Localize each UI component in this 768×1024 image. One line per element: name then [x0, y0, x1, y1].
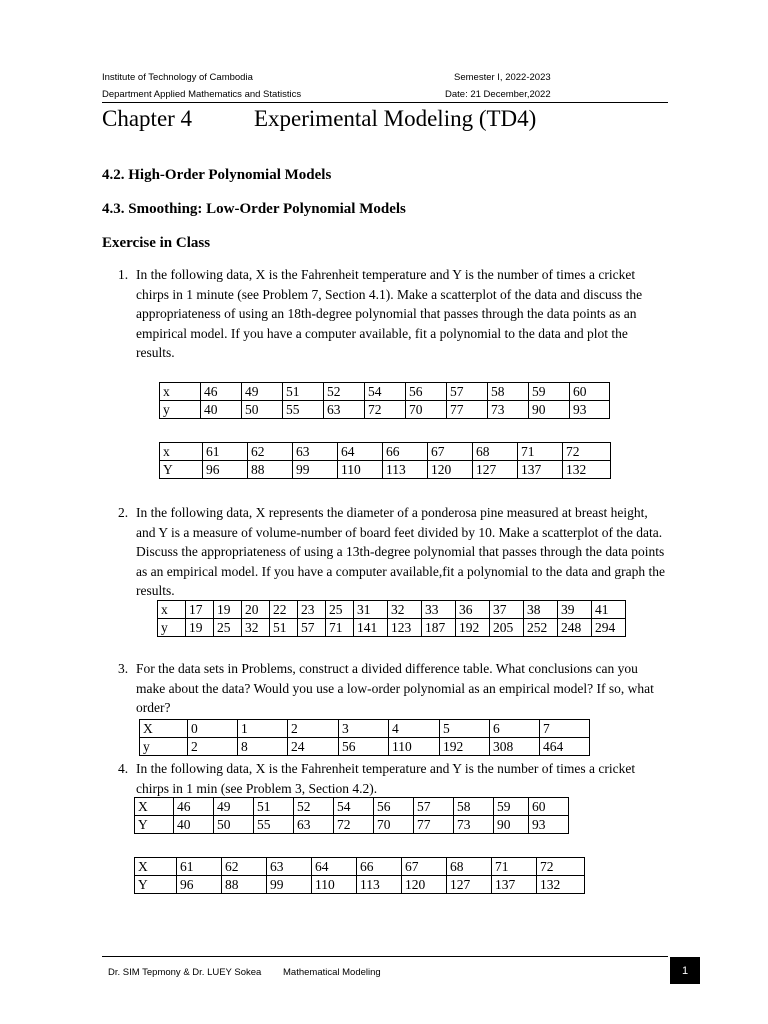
table-cell: 61 — [203, 443, 248, 461]
table-cell: 4 — [389, 720, 440, 738]
table-cell: 23 — [298, 601, 326, 619]
table-cell: 62 — [222, 858, 267, 876]
problem-line: In the following data, X is the Fahrenheit temperature and Y is the number of times a cricket — [136, 761, 636, 776]
table-cell: 56 — [374, 798, 414, 816]
problem-line: results. — [136, 345, 175, 360]
table-cell: 192 — [456, 619, 490, 637]
data-table-p1-b — [159, 442, 611, 479]
table-cell: 1 — [238, 720, 288, 738]
table-cell: 62 — [248, 443, 293, 461]
table-row — [160, 443, 611, 461]
table-cell: 99 — [267, 876, 312, 894]
table-cell: 55 — [254, 816, 294, 834]
table-cell: 77 — [414, 816, 454, 834]
table-cell: 56 — [339, 738, 389, 756]
table-cell: 58 — [488, 383, 529, 401]
table-row — [135, 816, 569, 834]
table-cell: 52 — [294, 798, 334, 816]
table-cell: x — [160, 383, 201, 401]
table-cell: 132 — [537, 876, 585, 894]
table-cell: 73 — [488, 401, 529, 419]
table-row — [140, 738, 590, 756]
table-cell: 63 — [293, 443, 338, 461]
table-cell: 464 — [540, 738, 590, 756]
table-cell: 22 — [270, 601, 298, 619]
table-cell: 73 — [454, 816, 494, 834]
table-cell: 67 — [402, 858, 447, 876]
table-cell: 64 — [338, 443, 383, 461]
table-cell: 77 — [447, 401, 488, 419]
table-row — [158, 619, 626, 637]
table-cell: 59 — [529, 383, 570, 401]
problem-number: 3. — [118, 661, 129, 676]
table-cell: 137 — [492, 876, 537, 894]
chapter-title: Experimental Modeling (TD4) — [254, 106, 537, 131]
table-cell: 110 — [389, 738, 440, 756]
table-cell: 93 — [529, 816, 569, 834]
table-cell: 88 — [222, 876, 267, 894]
table-cell: 68 — [447, 858, 492, 876]
table-cell: 205 — [490, 619, 524, 637]
table-cell: 72 — [334, 816, 374, 834]
table-cell: 17 — [186, 601, 214, 619]
table-cell: 37 — [490, 601, 524, 619]
table-cell: 90 — [494, 816, 529, 834]
table-cell: X — [135, 858, 177, 876]
table-cell: 88 — [248, 461, 293, 479]
table-cell: 57 — [447, 383, 488, 401]
chapter-number: Chapter 4 — [102, 106, 193, 131]
header-department: Department Applied Mathematics and Statistics — [102, 89, 302, 100]
table-cell: 51 — [270, 619, 298, 637]
table-cell: 32 — [388, 601, 422, 619]
problem-1 — [118, 265, 676, 363]
table-cell: 113 — [357, 876, 402, 894]
table-cell: 57 — [298, 619, 326, 637]
table-cell: 110 — [338, 461, 383, 479]
table-cell: 71 — [326, 619, 354, 637]
page-number: 1 — [670, 957, 700, 984]
problem-line: In the following data, X represents the diameter of a ponderosa pine measured at breast height, — [136, 505, 648, 520]
problem-line: results. — [136, 583, 175, 598]
header-date: Date: 21 December,2022 — [445, 89, 551, 100]
table-cell: 40 — [201, 401, 242, 419]
table-cell: 96 — [203, 461, 248, 479]
data-table-p4-b — [134, 857, 585, 894]
data-table-p2 — [157, 600, 626, 637]
table-cell: 66 — [383, 443, 428, 461]
table-cell: X — [140, 720, 188, 738]
table-row — [160, 401, 610, 419]
table-cell: 54 — [365, 383, 406, 401]
problem-line: For the data sets in Problems, construct a divided difference table. What conclusions can you — [136, 661, 638, 676]
problem-line: order? — [136, 700, 171, 715]
table-cell: 99 — [293, 461, 338, 479]
section-heading-4-3: 4.3. Smoothing: Low-Order Polynomial Models — [102, 201, 406, 217]
table-cell: 39 — [558, 601, 592, 619]
table-cell: 248 — [558, 619, 592, 637]
table-cell: Y — [135, 816, 174, 834]
table-cell: 49 — [214, 798, 254, 816]
header-rule — [102, 102, 668, 103]
table-cell: 71 — [518, 443, 563, 461]
table-cell: X — [135, 798, 174, 816]
table-cell: 96 — [177, 876, 222, 894]
problem-line: as an empirical model. If you have a computer available,fit a polynomial to the data and graph the — [136, 563, 665, 579]
problem-number: 4. — [118, 761, 129, 776]
table-cell: 132 — [563, 461, 611, 479]
data-table-p1-a — [159, 382, 610, 419]
table-cell: 63 — [324, 401, 365, 419]
table-cell: 41 — [592, 601, 626, 619]
table-cell: 0 — [188, 720, 238, 738]
table-cell: 93 — [570, 401, 610, 419]
table-cell: 192 — [440, 738, 490, 756]
table-row — [158, 601, 626, 619]
table-cell: 7 — [540, 720, 590, 738]
table-cell: 61 — [177, 858, 222, 876]
table-cell: 46 — [201, 383, 242, 401]
table-cell: 51 — [283, 383, 324, 401]
table-cell: 120 — [402, 876, 447, 894]
table-cell: 120 — [428, 461, 473, 479]
problem-line: In the following data, X is the Fahrenheit temperature and Y is the number of times a cricket — [136, 267, 636, 282]
table-cell: 55 — [283, 401, 324, 419]
table-cell: 63 — [267, 858, 312, 876]
problem-line: chirps in 1 min (see Problem 3, Section 4.2). — [136, 780, 378, 796]
table-cell: Y — [160, 461, 203, 479]
table-cell: 5 — [440, 720, 490, 738]
data-table-p3 — [139, 719, 590, 756]
table-cell: 24 — [288, 738, 339, 756]
exercise-heading: Exercise in Class — [102, 235, 211, 251]
table-cell: y — [160, 401, 201, 419]
data-table-p4-a — [134, 797, 569, 834]
table-cell: 46 — [174, 798, 214, 816]
table-cell: 20 — [242, 601, 270, 619]
problem-line: make about the data? Would you use a low-order polynomial as an empirical model? If so, what — [136, 680, 654, 696]
table-cell: 63 — [294, 816, 334, 834]
table-cell: 19 — [214, 601, 242, 619]
table-cell: y — [158, 619, 186, 637]
footer-rule — [102, 956, 668, 957]
table-cell: 40 — [174, 816, 214, 834]
problem-line: Discuss the appropriateness of using a 13th-degree polynomial that passes through the data points — [136, 544, 665, 559]
table-cell: 60 — [529, 798, 569, 816]
problem-3 — [118, 659, 676, 718]
table-cell: 127 — [473, 461, 518, 479]
table-cell: 32 — [242, 619, 270, 637]
table-cell: x — [158, 601, 186, 619]
problem-line: chirps in 1 minute (see Problem 7, Section 4.1). Make a scatterplot of the data and discuss the — [136, 286, 643, 302]
table-row — [135, 798, 569, 816]
table-cell: 51 — [254, 798, 294, 816]
problem-2 — [118, 503, 676, 601]
footer-course: Mathematical Modeling — [283, 967, 381, 978]
problem-4 — [118, 759, 676, 798]
table-cell: 58 — [454, 798, 494, 816]
table-cell: 141 — [354, 619, 388, 637]
table-cell: 127 — [447, 876, 492, 894]
table-cell: 33 — [422, 601, 456, 619]
footer-authors: Dr. SIM Tepmony & Dr. LUEY Sokea — [108, 967, 262, 978]
table-cell: 59 — [494, 798, 529, 816]
table-cell: 67 — [428, 443, 473, 461]
problem-number: 1. — [118, 267, 129, 282]
table-cell: 31 — [354, 601, 388, 619]
table-cell: y — [140, 738, 188, 756]
table-cell: 123 — [388, 619, 422, 637]
table-cell: 70 — [406, 401, 447, 419]
table-cell: 72 — [365, 401, 406, 419]
table-cell: 50 — [214, 816, 254, 834]
header-semester: Semester I, 2022-2023 — [454, 72, 551, 83]
table-cell: 19 — [186, 619, 214, 637]
table-cell: 50 — [242, 401, 283, 419]
table-cell: 71 — [492, 858, 537, 876]
table-cell: 72 — [563, 443, 611, 461]
section-heading-4-2: 4.2. High-Order Polynomial Models — [102, 167, 332, 183]
problem-number: 2. — [118, 505, 129, 520]
table-cell: 54 — [334, 798, 374, 816]
table-row — [160, 461, 611, 479]
table-cell: 294 — [592, 619, 626, 637]
table-cell: 66 — [357, 858, 402, 876]
table-cell: 70 — [374, 816, 414, 834]
table-cell: 6 — [490, 720, 540, 738]
table-cell: 56 — [406, 383, 447, 401]
table-cell: 187 — [422, 619, 456, 637]
table-row — [140, 720, 590, 738]
table-cell: 252 — [524, 619, 558, 637]
table-cell: 52 — [324, 383, 365, 401]
table-cell: 113 — [383, 461, 428, 479]
table-cell: 308 — [490, 738, 540, 756]
table-row — [135, 858, 585, 876]
table-cell: 60 — [570, 383, 610, 401]
problem-line: and Y is a measure of volume-number of board feet divided by 10. Make a scatterplot of the data. — [136, 524, 663, 540]
table-cell: 68 — [473, 443, 518, 461]
table-cell: 137 — [518, 461, 563, 479]
table-cell: 72 — [537, 858, 585, 876]
table-cell: 2 — [288, 720, 339, 738]
table-cell: 110 — [312, 876, 357, 894]
table-cell: 8 — [238, 738, 288, 756]
table-cell: 64 — [312, 858, 357, 876]
table-cell: 90 — [529, 401, 570, 419]
table-row — [135, 876, 585, 894]
table-cell: 36 — [456, 601, 490, 619]
table-cell: 49 — [242, 383, 283, 401]
table-cell: 57 — [414, 798, 454, 816]
header-institute: Institute of Technology of Cambodia — [102, 72, 253, 83]
table-cell: 2 — [188, 738, 238, 756]
problem-line: empirical model. If you have a computer available, fit a polynomial to the data and plot the — [136, 325, 628, 341]
table-cell: 3 — [339, 720, 389, 738]
table-cell: 38 — [524, 601, 558, 619]
table-row — [160, 383, 610, 401]
table-cell: 25 — [214, 619, 242, 637]
table-cell: 25 — [326, 601, 354, 619]
table-cell: x — [160, 443, 203, 461]
table-cell: Y — [135, 876, 177, 894]
problem-line: appropriateness of using an 18th-degree polynomial that passes through the data points as an — [136, 306, 637, 321]
